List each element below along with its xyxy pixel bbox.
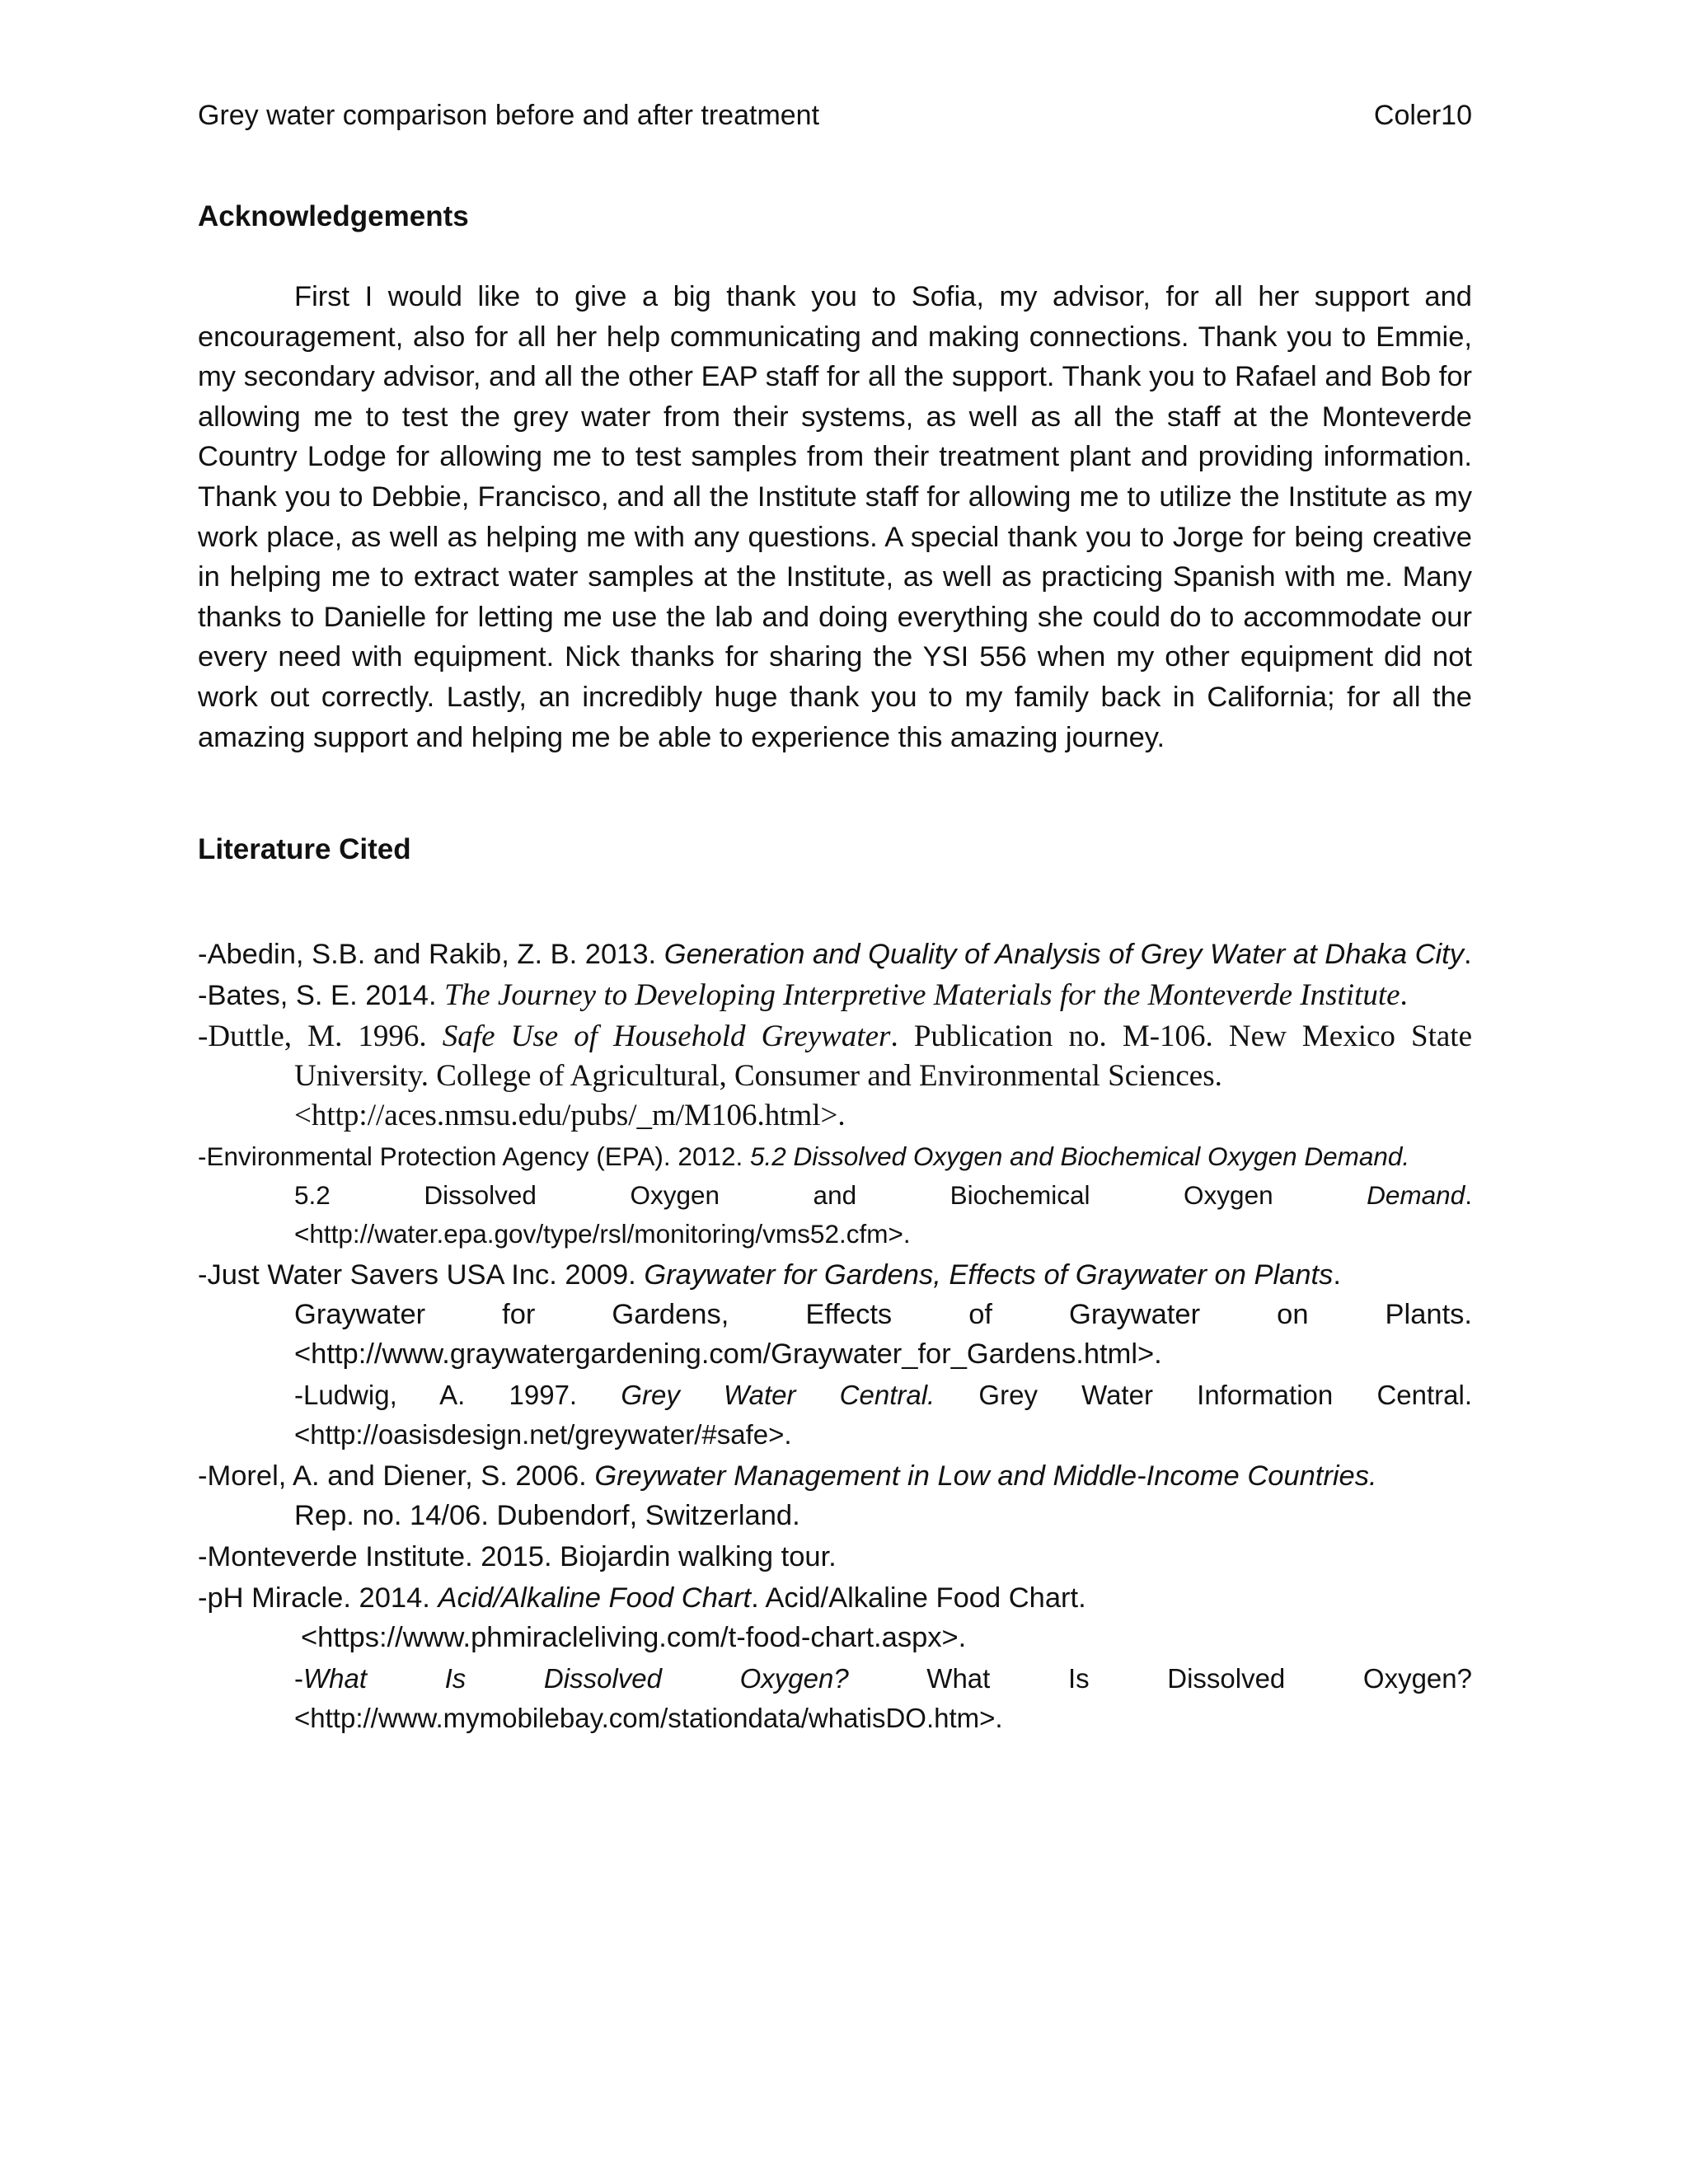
reference-title: Generation and Quality of Analysis of Grey Water at Dhaka City <box>663 939 1465 970</box>
reference-url[interactable]: <http://www.mymobilebay.com/stationdata/whatisDO.htm>. <box>294 1703 1003 1733</box>
running-header <box>198 97 1472 134</box>
reference-title: Acid/Alkaline Food Chart <box>438 1582 752 1614</box>
reference-list <box>198 935 1472 1740</box>
reference-title: Greywater Management in Low and Middle-Income Countries. <box>594 1460 1377 1492</box>
reference-title: The Journey to Developing Interpretive Materials for the Monteverde Institute <box>444 978 1400 1012</box>
reference-item: -Abedin, S.B. and Rakib, Z. B. 2013. Generation and Quality of Analysis of Grey Water at Dhaka City. <box>198 939 1472 970</box>
reference-title: Safe Use of Household Greywater <box>442 1019 891 1053</box>
acknowledgements-body: First I would like to give a big thank you to Sofia, my advisor, for all her support and encouragement, also for all her help communicating and making connections. Thank you to Emmie, my secondary advisor, and all the other EAP staff for all the support. Thank you to Rafael and Bob for allowing me to test the grey water from their systems, as well as all the staff at the Monteverde Country Lodge for allowing me to test samples from their treatment plant and providing information. Thank you to Debbie, Francisco, and all the Institute staff for allowing me to utilize the Institute as my work place, as well as helping me with any questions. A special thank you to Jorge for being creative in helping me to extract water samples at the Institute, as well as practicing Spanish with me. Many thanks to Danielle for letting me use the lab and doing everything she could do to accommodate our every need with equipment. Nick thanks for sharing the YSI 556 when my other equipment did not work out correctly. Lastly, an incredibly huge thank you to my family back in California; for all the amazing support and helping me be able to experience this amazing journey. <box>198 281 1472 753</box>
reference-url[interactable]: <https://www.phmiracleliving.com/t-food-chart.aspx>. <box>301 1622 967 1653</box>
running-title: Grey water comparison before and after treatment <box>198 100 820 131</box>
reference-url[interactable]: <http://water.epa.gov/type/rsl/monitoring/vms52.cfm>. <box>294 1219 911 1249</box>
reference-item: -Just Water Savers USA Inc. 2009. Graywater for Gardens, Effects of Graywater on Plants. Graywater for Gardens, Effects of Graywater on Plants. <http://www.graywatergardening.com/Graywater_for_Gardens.html>. <box>198 1255 1472 1374</box>
page-number: Coler10 <box>1373 100 1472 131</box>
acknowledgements-heading: Acknowledgements <box>198 200 469 232</box>
reference-item: -Duttle, M. 1996. Safe Use of Household Greywater. Publication no. M-106. New Mexico State University. College of Agricultural, Consumer and Environmental Sciences. <http://aces.nmsu.edu/pubs/_m/M106.html>. <box>198 1017 1472 1136</box>
reference-item: -What Is Dissolved Oxygen? What Is Dissolved Oxygen? <http://www.mymobilebay.com/stationdata/whatisDO.htm>. <box>198 1659 1472 1738</box>
reference-title: 5.2 Dissolved Oxygen and Biochemical Oxygen Demand. <box>750 1141 1410 1171</box>
reference-title: Grey Water Central. <box>621 1380 935 1410</box>
reference-item: -Environmental Protection Agency (EPA). 2012. 5.2 Dissolved Oxygen and Biochemical Oxygen Demand. 5.2 Dissolved Oxygen and Biochemical Oxygen Demand. <http://water.epa.gov/type/rsl/monitoring/vms52.cfm>. <box>198 1137 1472 1254</box>
reference-url[interactable]: <http://aces.nmsu.edu/pubs/_m/M106.html>. <box>294 1099 846 1132</box>
reference-item: -Morel, A. and Diener, S. 2006. Greywater Management in Low and Middle-Income Countries. Rep. no. 14/06. Dubendorf, Switzerland. <box>198 1460 1377 1531</box>
reference-item: -Bates, S. E. 2014. The Journey to Developing Interpretive Materials for the Monteverde Institute. <box>198 978 1408 1012</box>
reference-url[interactable]: <http://oasisdesign.net/greywater/#safe>. <box>294 1419 792 1450</box>
reference-item: -pH Miracle. 2014. Acid/Alkaline Food Chart. Acid/Alkaline Food Chart. <https://www.phmiracleliving.com/t-food-chart.aspx>. <box>198 1578 1472 1657</box>
reference-title: What Is Dissolved Oxygen? <box>303 1663 849 1694</box>
reference-title: Graywater for Gardens, Effects of Graywater on Plants <box>644 1259 1334 1291</box>
literature-heading: Literature Cited <box>198 833 411 865</box>
reference-item: -Ludwig, A. 1997. Grey Water Central. Grey Water Information Central. <http://oasisdesign.net/greywater/#safe>. <box>198 1376 1472 1455</box>
reference-item: -Monteverde Institute. 2015. Biojardin walking tour. <box>198 1541 837 1572</box>
reference-url[interactable]: <http://www.graywatergardening.com/Graywater_for_Gardens.html>. <box>294 1338 1162 1370</box>
